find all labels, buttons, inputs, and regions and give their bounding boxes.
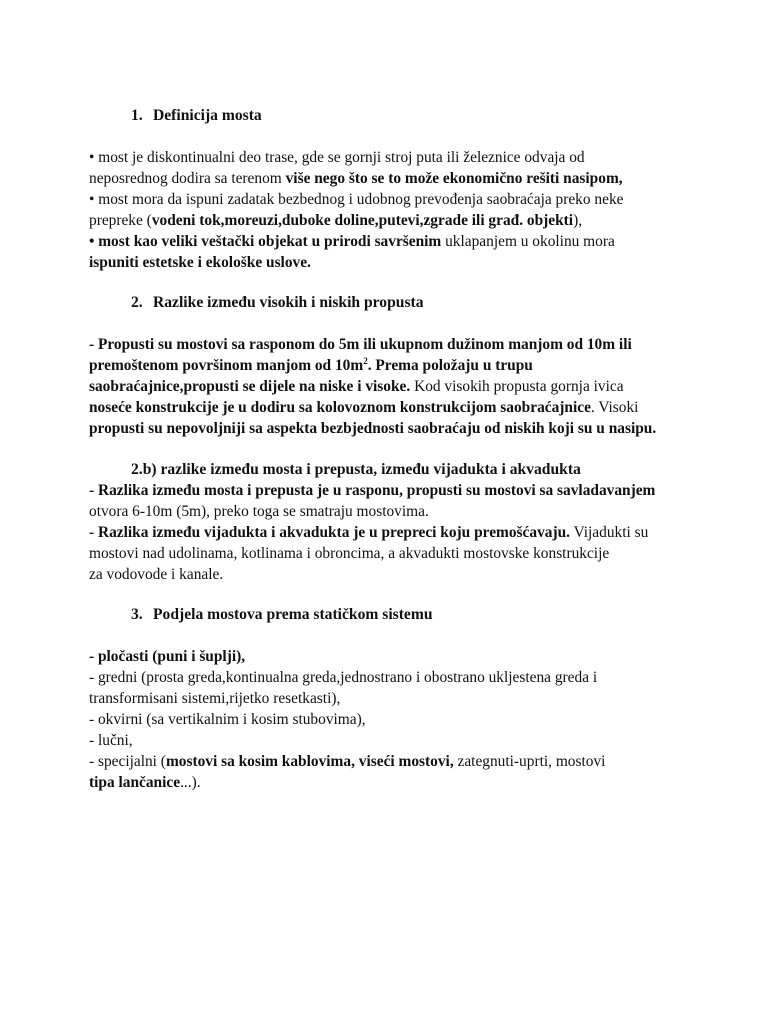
text-run-bold: mostovi sa kosim kablovima, viseći mostovi, bbox=[165, 753, 454, 770]
section-2-title: Razlike između visokih i niskih propusta bbox=[153, 294, 424, 311]
section-1-heading bbox=[131, 105, 262, 126]
text-run-bold: više nego što se to može ekonomično rešiti nasipom, bbox=[285, 170, 623, 187]
section-1-line-1: • most je diskontinualni deo trase, gde se gornji stroj puta ili železnice odvaja od bbox=[89, 149, 585, 166]
text-run-bold: tipa lančanice bbox=[89, 774, 181, 791]
section-3-heading bbox=[131, 604, 433, 625]
section-2-line-4 bbox=[89, 397, 638, 418]
text-run: . Visoki bbox=[590, 399, 639, 416]
text-run: uklapanjem u okolinu mora bbox=[441, 233, 615, 250]
section-2b-line-1: - Razlika između mosta i prepusta je u rasponu, propusti su mostovi sa savladavanjem bbox=[89, 482, 656, 499]
text-run-bold: noseće konstrukcije je u dodiru sa kolovoznom konstrukcijom saobraćajnice bbox=[89, 399, 591, 416]
section-1-line-5 bbox=[89, 231, 615, 252]
section-3-line-6 bbox=[89, 751, 605, 772]
section-2-heading bbox=[131, 292, 424, 313]
section-3-title: Podjela mostova prema statičkom sistemu bbox=[153, 606, 433, 623]
section-2b-line-5: za vodovode i kanale. bbox=[89, 566, 224, 583]
section-3-line-7 bbox=[89, 772, 201, 793]
section-1-line-6: ispuniti estetske i ekološke uslove. bbox=[89, 254, 311, 271]
section-1-line-4 bbox=[89, 210, 582, 231]
section-2-number: 2. bbox=[131, 294, 143, 311]
superscript: 2 bbox=[363, 355, 368, 366]
section-1-title: Definicija mosta bbox=[153, 107, 262, 124]
section-2b-line-4: mostovi nad udolinama, kotlinama i obroncima, a akvadukti mostovske konstrukcije bbox=[89, 545, 610, 562]
section-3-line-2: - gredni (prosta greda,kontinualna greda,jednostrano i obostrano ukljestena greda i bbox=[89, 669, 598, 686]
section-1-line-3: • most mora da ispuni zadatak bezbednog i udobnog prevođenja saobraćaja preko neke bbox=[89, 191, 624, 208]
text-run: premoštenom površinom manjom od 10m bbox=[89, 357, 364, 374]
text-run: neposrednog dodira sa terenom bbox=[89, 170, 286, 187]
section-1-line-2 bbox=[89, 168, 623, 189]
section-2-line-2 bbox=[89, 355, 533, 376]
text-run: ), bbox=[573, 212, 583, 229]
text-run: prepreke ( bbox=[89, 212, 152, 229]
text-run-bold: vodeni tok,moreuzi,duboke doline,putevi,zgrade ili građ. objekti bbox=[151, 212, 574, 229]
section-2-line-5: propusti su nepovoljniji sa aspekta bezbjednosti saobraćaju od niskih koji su u nasipu. bbox=[89, 420, 657, 437]
text-run: zategnuti-uprti, mostovi bbox=[453, 753, 606, 770]
section-2b-line-2: otvora 6-10m (5m), preko toga se smatraju mostovima. bbox=[89, 503, 429, 520]
section-2-line-3 bbox=[89, 376, 624, 397]
text-run: Vijadukti su bbox=[570, 524, 649, 541]
section-1-number: 1. bbox=[131, 107, 143, 124]
section-3-line-4: - okvirni (sa vertikalnim i kosim stubovima), bbox=[89, 711, 366, 728]
text-run: Kod visokih propusta gornja ivica bbox=[410, 378, 624, 395]
section-2b-line-3 bbox=[89, 522, 648, 543]
text-run-bold: • most kao veliki veštački objekat u prirodi savršenim bbox=[89, 233, 442, 250]
text-run: . Prema položaju u trupu bbox=[367, 357, 533, 374]
section-2b-heading: 2.b) razlike između mosta i prepusta, između vijadukta i akvadukta bbox=[131, 461, 581, 478]
section-2-line-1: - Propusti su mostovi sa rasponom do 5m ili ukupnom dužinom manjom od 10m ili bbox=[89, 336, 632, 353]
text-run: ...). bbox=[180, 774, 201, 791]
text-run-bold: saobraćajnice,propusti se dijele na niske i visoke. bbox=[89, 378, 411, 395]
section-3-line-3: transformisani sistemi,rijetko resetkasti), bbox=[89, 690, 341, 707]
section-3-line-1: - pločasti (puni i šuplji), bbox=[89, 648, 246, 665]
section-3-line-5: - lučni, bbox=[89, 732, 133, 749]
text-run: - specijalni ( bbox=[89, 753, 166, 770]
section-3-number: 3. bbox=[131, 606, 143, 623]
text-run-bold: - Razlika između vijadukta i akvadukta je u prepreci koju premošćavaju. bbox=[89, 524, 570, 541]
